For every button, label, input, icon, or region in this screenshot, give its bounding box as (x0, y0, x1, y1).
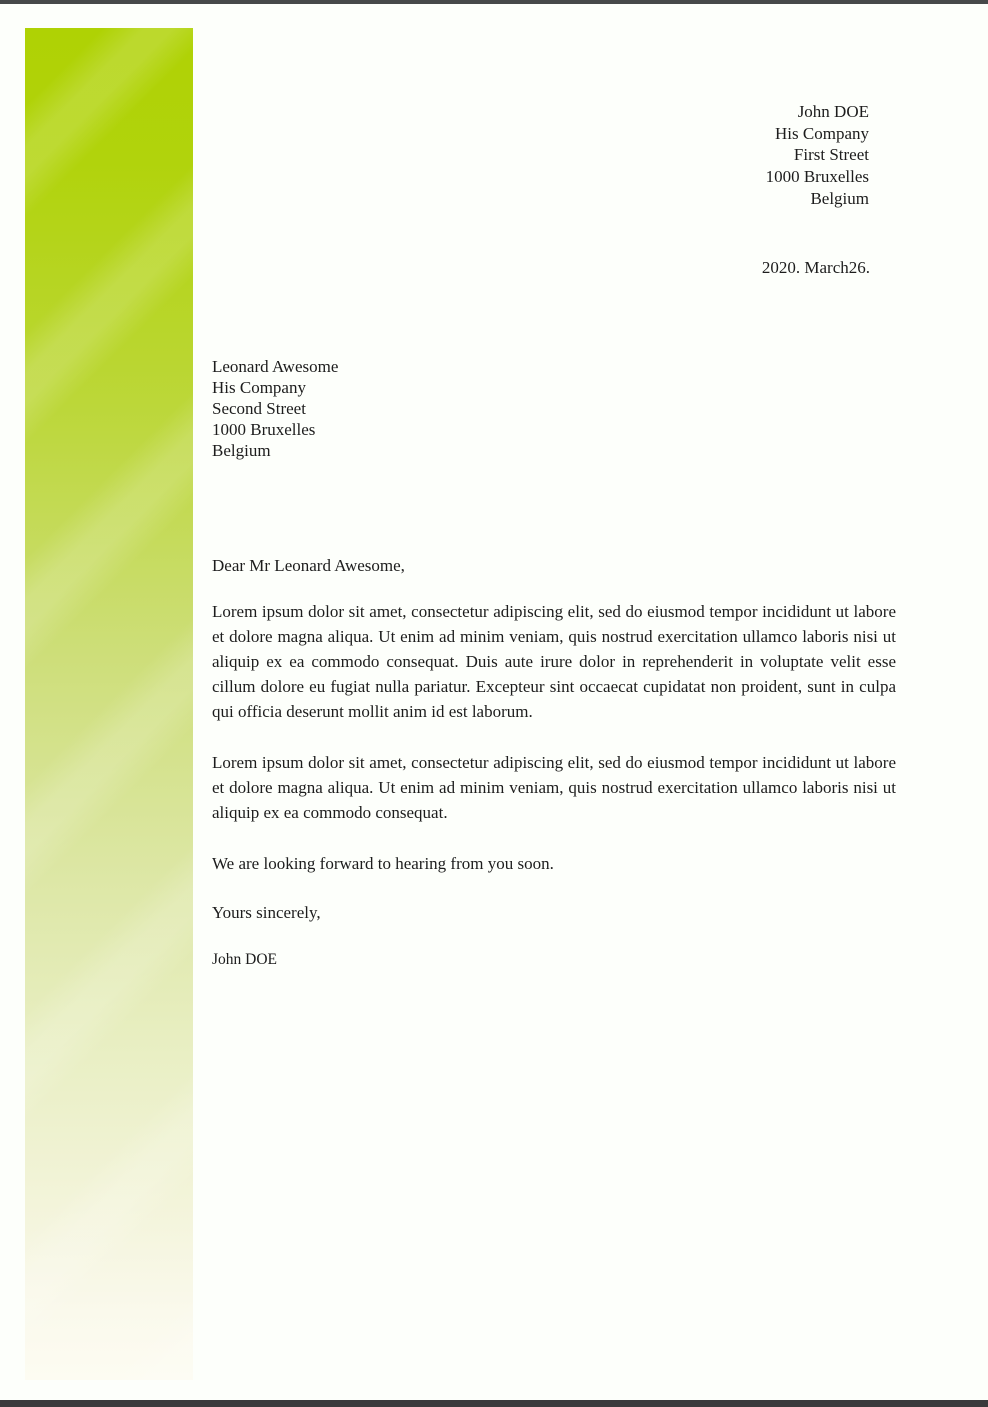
sender-name: John DOE (797, 102, 869, 121)
salutation: Dear Mr Leonard Awesome, (212, 556, 405, 575)
recipient-country: Belgium (212, 441, 271, 460)
recipient-name: Leonard Awesome (212, 357, 339, 376)
closing-line: We are looking forward to hearing from you soon. (212, 854, 554, 873)
sender-address-block (766, 101, 869, 210)
recipient-city: 1000 Bruxelles (212, 420, 316, 439)
recipient-company: His Company (212, 378, 306, 397)
body-paragraph-2: Lorem ipsum dolor sit amet, consectetur adipiscing elit, sed do eiusmod tempor incididunt ut labore et dolore magna aliqua. Ut enim ad minim veniam, quis nostrud exercitation ullamco laboris nisi ut aliquip ex ea commodo consequat. (212, 753, 896, 822)
letter-date: 2020. March26. (761, 258, 870, 277)
valediction: Yours sincerely, (212, 903, 321, 922)
recipient-address-block (212, 356, 338, 461)
page-top-border (0, 0, 988, 4)
sender-company: His Company (775, 123, 869, 143)
sender-country: Belgium (810, 188, 869, 208)
recipient-street: Second Street (212, 399, 306, 418)
letterhead-accent-bar (25, 28, 193, 1380)
signature-name: John DOE (212, 951, 278, 968)
body-paragraph-1: Lorem ipsum dolor sit amet, consectetur adipiscing elit, sed do eiusmod tempor incididunt ut labore et dolore magna aliqua. Ut enim ad minim veniam, quis nostrud exercitation ullamco laboris nisi ut aliquip ex ea commodo consequat. Duis aute irure dolor in reprehenderit in voluptate velit esse cillum dolore eu fugiat nulla pariatur. Excepteur sint occaecat cupidatat non proident, sunt in culpa qui officia deserunt mollit anim id est laborum. (212, 602, 896, 721)
sender-city: 1000 Bruxelles (765, 167, 869, 187)
page-bottom-border (0, 1400, 988, 1407)
sender-street: First Street (793, 145, 869, 165)
